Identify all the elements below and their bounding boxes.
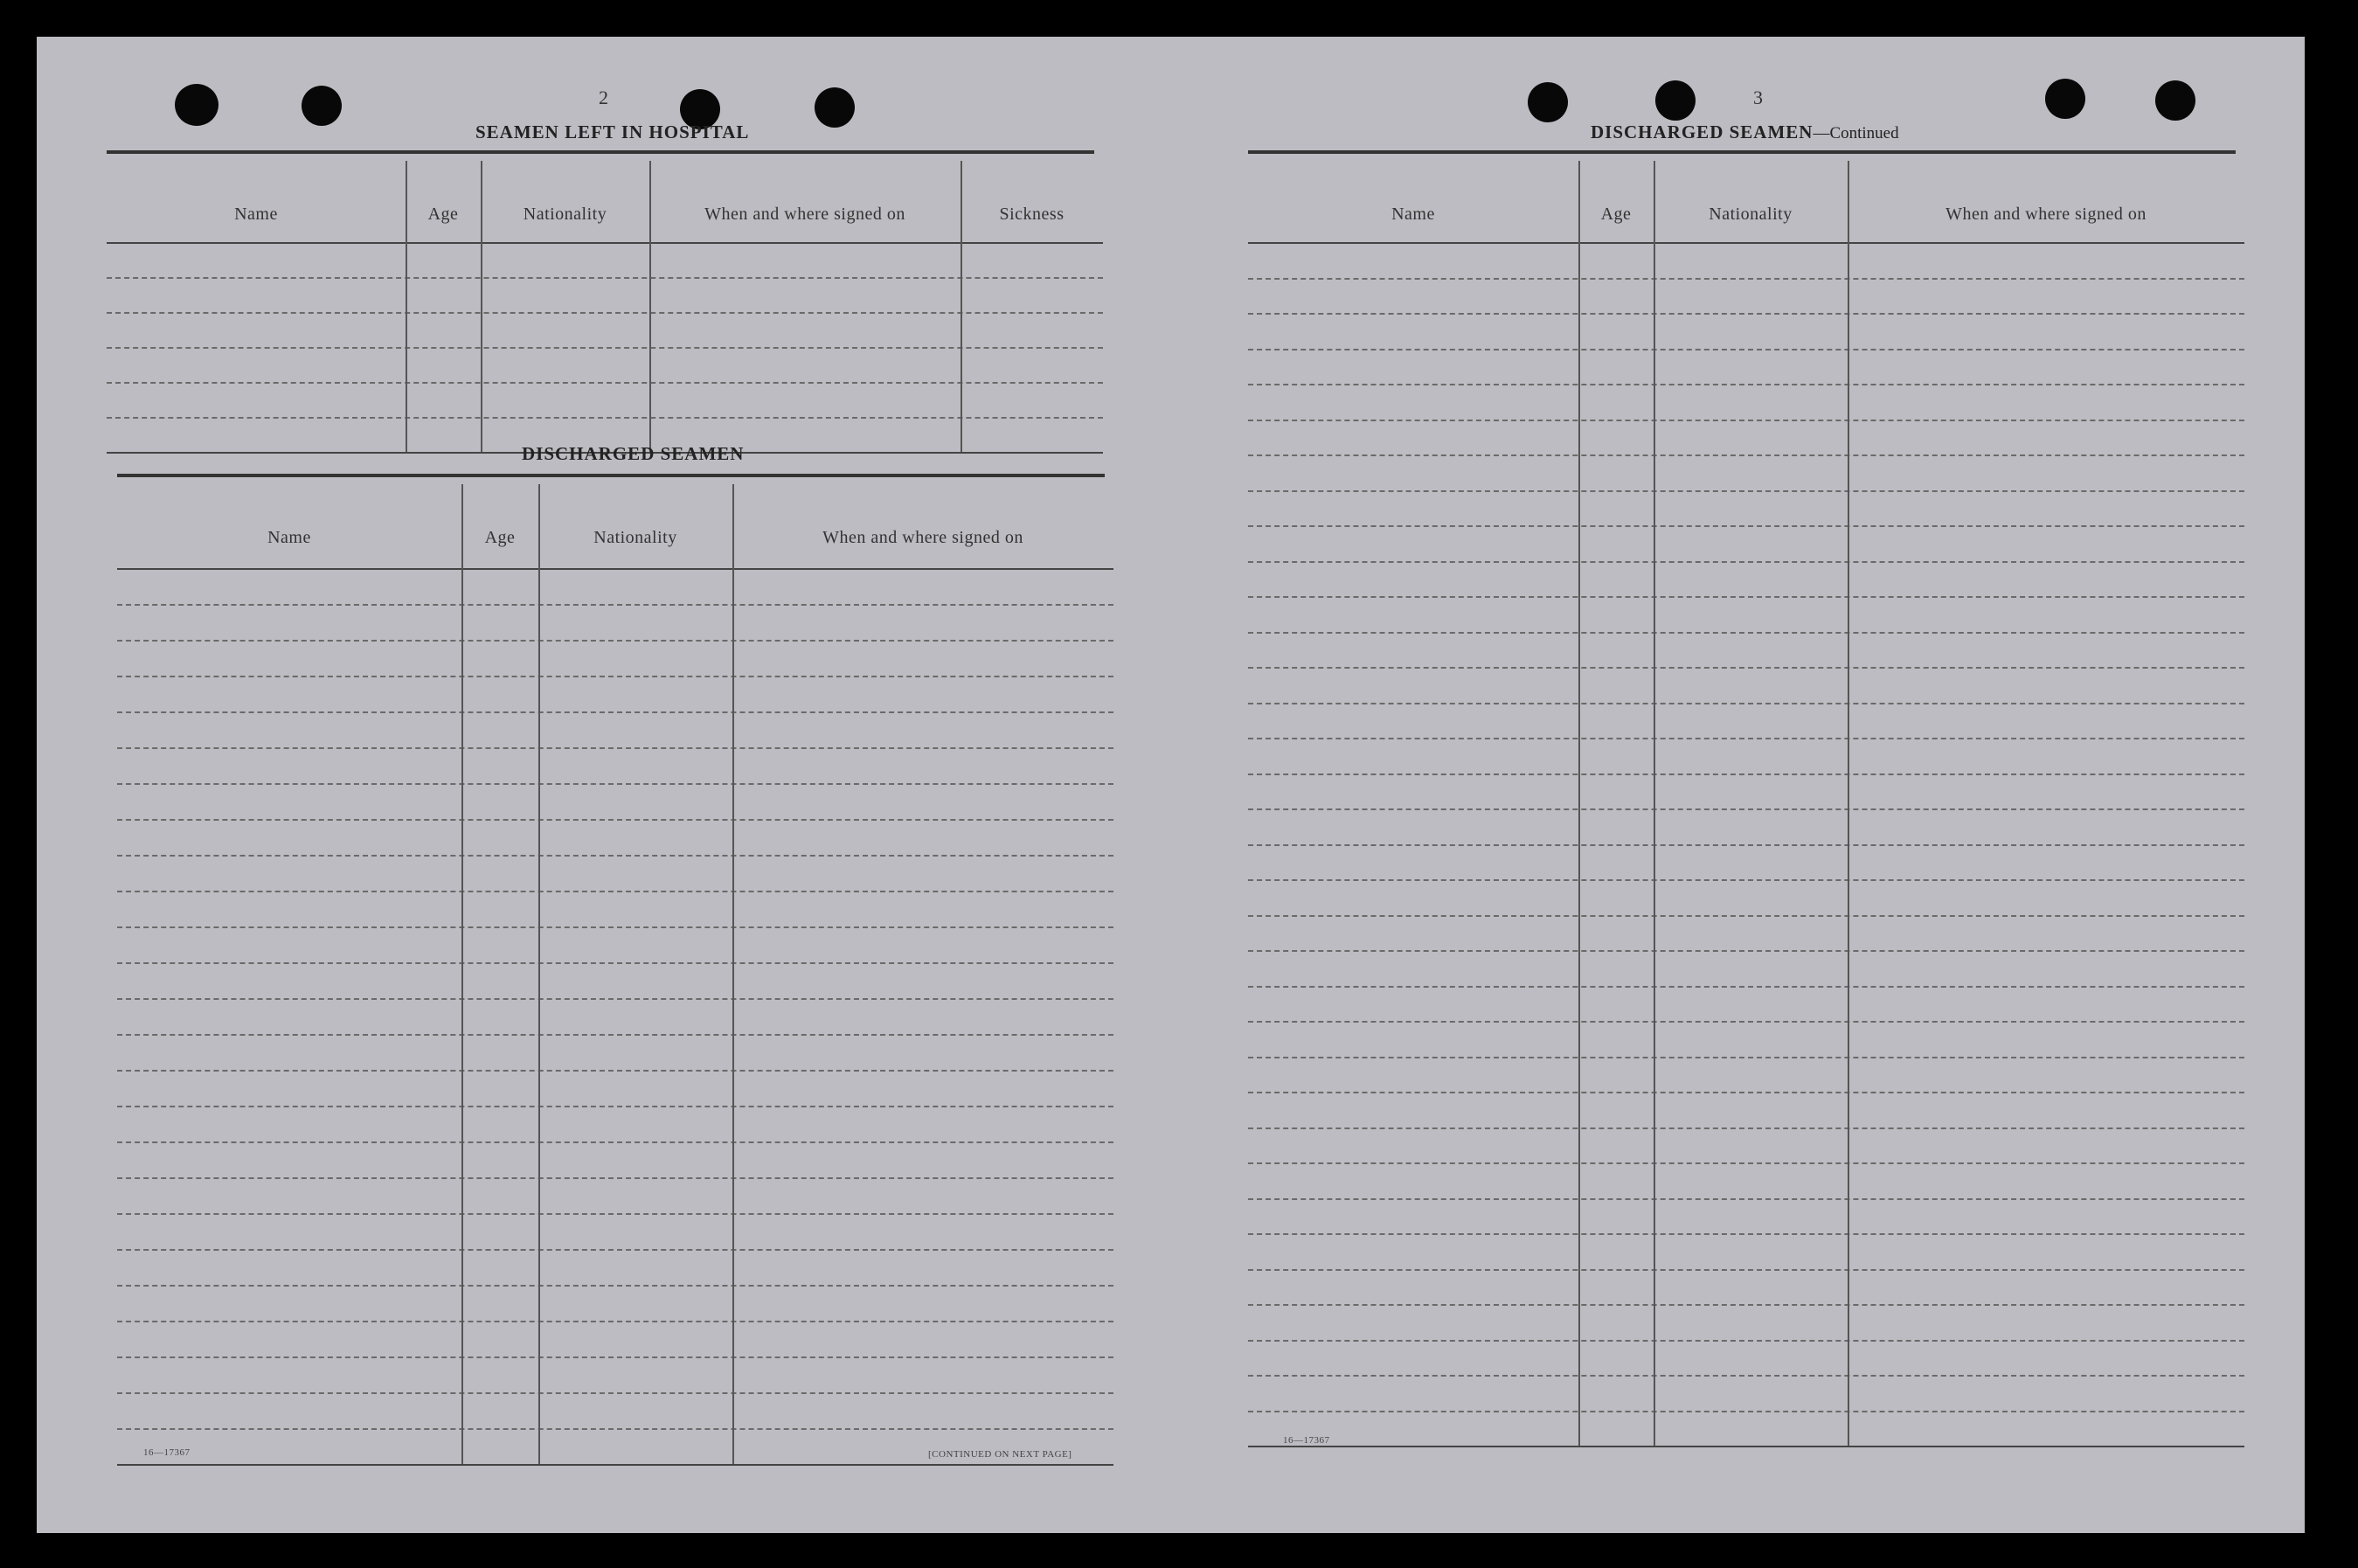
row-line	[117, 1070, 1113, 1072]
row-line	[1248, 1375, 2244, 1377]
row-line	[107, 277, 1103, 279]
header-separator	[107, 242, 1103, 244]
row-line	[107, 382, 1103, 384]
header-separator	[117, 568, 1113, 570]
column-header-name: Name	[1391, 205, 1435, 224]
form-number-left: 16—17367	[143, 1447, 191, 1458]
column-divider	[732, 484, 734, 1464]
header-separator	[1248, 242, 2244, 244]
row-line	[117, 926, 1113, 928]
row-line	[1248, 1127, 2244, 1129]
punch-hole	[1528, 82, 1568, 122]
row-line	[1248, 667, 2244, 669]
row-line	[117, 1213, 1113, 1215]
row-line	[1248, 703, 2244, 704]
punch-hole	[2045, 79, 2085, 119]
column-divider	[406, 161, 407, 452]
discharged-continued-title	[1591, 121, 1899, 143]
column-divider	[461, 484, 463, 1464]
column-header-nationality: Nationality	[523, 205, 607, 224]
column-divider	[1578, 161, 1580, 1446]
row-line	[1248, 1092, 2244, 1093]
page-number-left: 2	[599, 87, 608, 108]
row-line	[117, 1464, 1113, 1466]
discharged-title-rule	[117, 474, 1105, 477]
row-line	[1248, 986, 2244, 988]
row-line	[1248, 632, 2244, 634]
row-line	[1248, 420, 2244, 421]
row-line	[1248, 384, 2244, 385]
row-line	[117, 1321, 1113, 1322]
row-line	[117, 891, 1113, 892]
row-line	[1248, 1057, 2244, 1058]
punch-hole	[815, 87, 855, 128]
column-header-age: Age	[484, 528, 516, 547]
column-header-when-and-where-signed-on: When and where signed on	[704, 205, 905, 224]
row-line	[117, 604, 1113, 606]
column-divider	[1848, 161, 1849, 1446]
row-line	[117, 783, 1113, 785]
punch-hole	[175, 84, 218, 126]
column-header-nationality: Nationality	[1709, 205, 1793, 224]
row-line	[1248, 844, 2244, 846]
row-line	[117, 1106, 1113, 1107]
row-line	[117, 640, 1113, 642]
row-line	[1248, 1411, 2244, 1412]
page-number-right: 3	[1753, 87, 1763, 108]
ledger-sheet	[37, 37, 2305, 1533]
row-line	[1248, 1340, 2244, 1342]
hospital-title-rule	[107, 150, 1094, 154]
column-divider	[961, 161, 962, 452]
row-line	[117, 1034, 1113, 1036]
column-header-name: Name	[267, 528, 311, 547]
row-line	[117, 1285, 1113, 1287]
row-line	[117, 1177, 1113, 1179]
punch-hole	[1655, 80, 1696, 121]
row-line	[117, 676, 1113, 677]
row-line	[107, 417, 1103, 419]
row-line	[117, 1141, 1113, 1143]
row-line	[1248, 774, 2244, 775]
row-line	[1248, 808, 2244, 810]
row-line	[1248, 1233, 2244, 1235]
row-line	[117, 747, 1113, 749]
discharged-section-title: DISCHARGED SEAMEN	[522, 443, 745, 464]
column-divider	[1654, 161, 1655, 1446]
row-line	[1248, 278, 2244, 280]
punch-hole	[2155, 80, 2195, 121]
row-line	[107, 312, 1103, 314]
column-header-nationality: Nationality	[593, 528, 677, 547]
row-line	[1248, 596, 2244, 598]
row-line	[1248, 1446, 2244, 1447]
row-line	[117, 711, 1113, 713]
row-line	[1248, 349, 2244, 350]
row-line	[117, 1392, 1113, 1394]
right-title-rule	[1248, 150, 2236, 154]
row-line	[117, 998, 1113, 1000]
column-header-sickness: Sickness	[999, 205, 1065, 224]
row-line	[1248, 738, 2244, 739]
row-line	[1248, 490, 2244, 492]
row-line	[107, 347, 1103, 349]
column-header-when-and-where-signed-on: When and where signed on	[822, 528, 1023, 547]
hospital-section-title: SEAMEN LEFT IN HOSPITAL	[475, 121, 750, 142]
continued-note: [CONTINUED ON NEXT PAGE]	[928, 1449, 1072, 1460]
column-header-when-and-where-signed-on: When and where signed on	[1945, 205, 2146, 224]
row-line	[117, 855, 1113, 857]
row-line	[1248, 1269, 2244, 1271]
title-suffix: —Continued	[1813, 124, 1899, 142]
row-line	[117, 1356, 1113, 1358]
row-line	[1248, 950, 2244, 952]
row-line	[1248, 1198, 2244, 1200]
column-divider	[481, 161, 482, 452]
row-line	[117, 819, 1113, 821]
row-line	[1248, 561, 2244, 563]
title-text: DISCHARGED SEAMEN	[1591, 121, 1814, 142]
column-divider	[538, 484, 540, 1464]
row-line	[1248, 1162, 2244, 1164]
row-line	[1248, 915, 2244, 917]
row-line	[117, 1428, 1113, 1430]
row-line	[117, 962, 1113, 964]
row-line	[1248, 1021, 2244, 1023]
column-header-name: Name	[234, 205, 278, 224]
form-number-right: 16—17367	[1283, 1435, 1330, 1446]
column-header-age: Age	[1600, 205, 1632, 224]
row-line	[117, 1249, 1113, 1251]
column-divider	[649, 161, 651, 452]
row-line	[1248, 454, 2244, 456]
column-header-age: Age	[427, 205, 459, 224]
row-line	[1248, 525, 2244, 527]
row-line	[1248, 1304, 2244, 1306]
row-line	[1248, 313, 2244, 315]
punch-hole	[302, 86, 342, 126]
row-line	[1248, 879, 2244, 881]
